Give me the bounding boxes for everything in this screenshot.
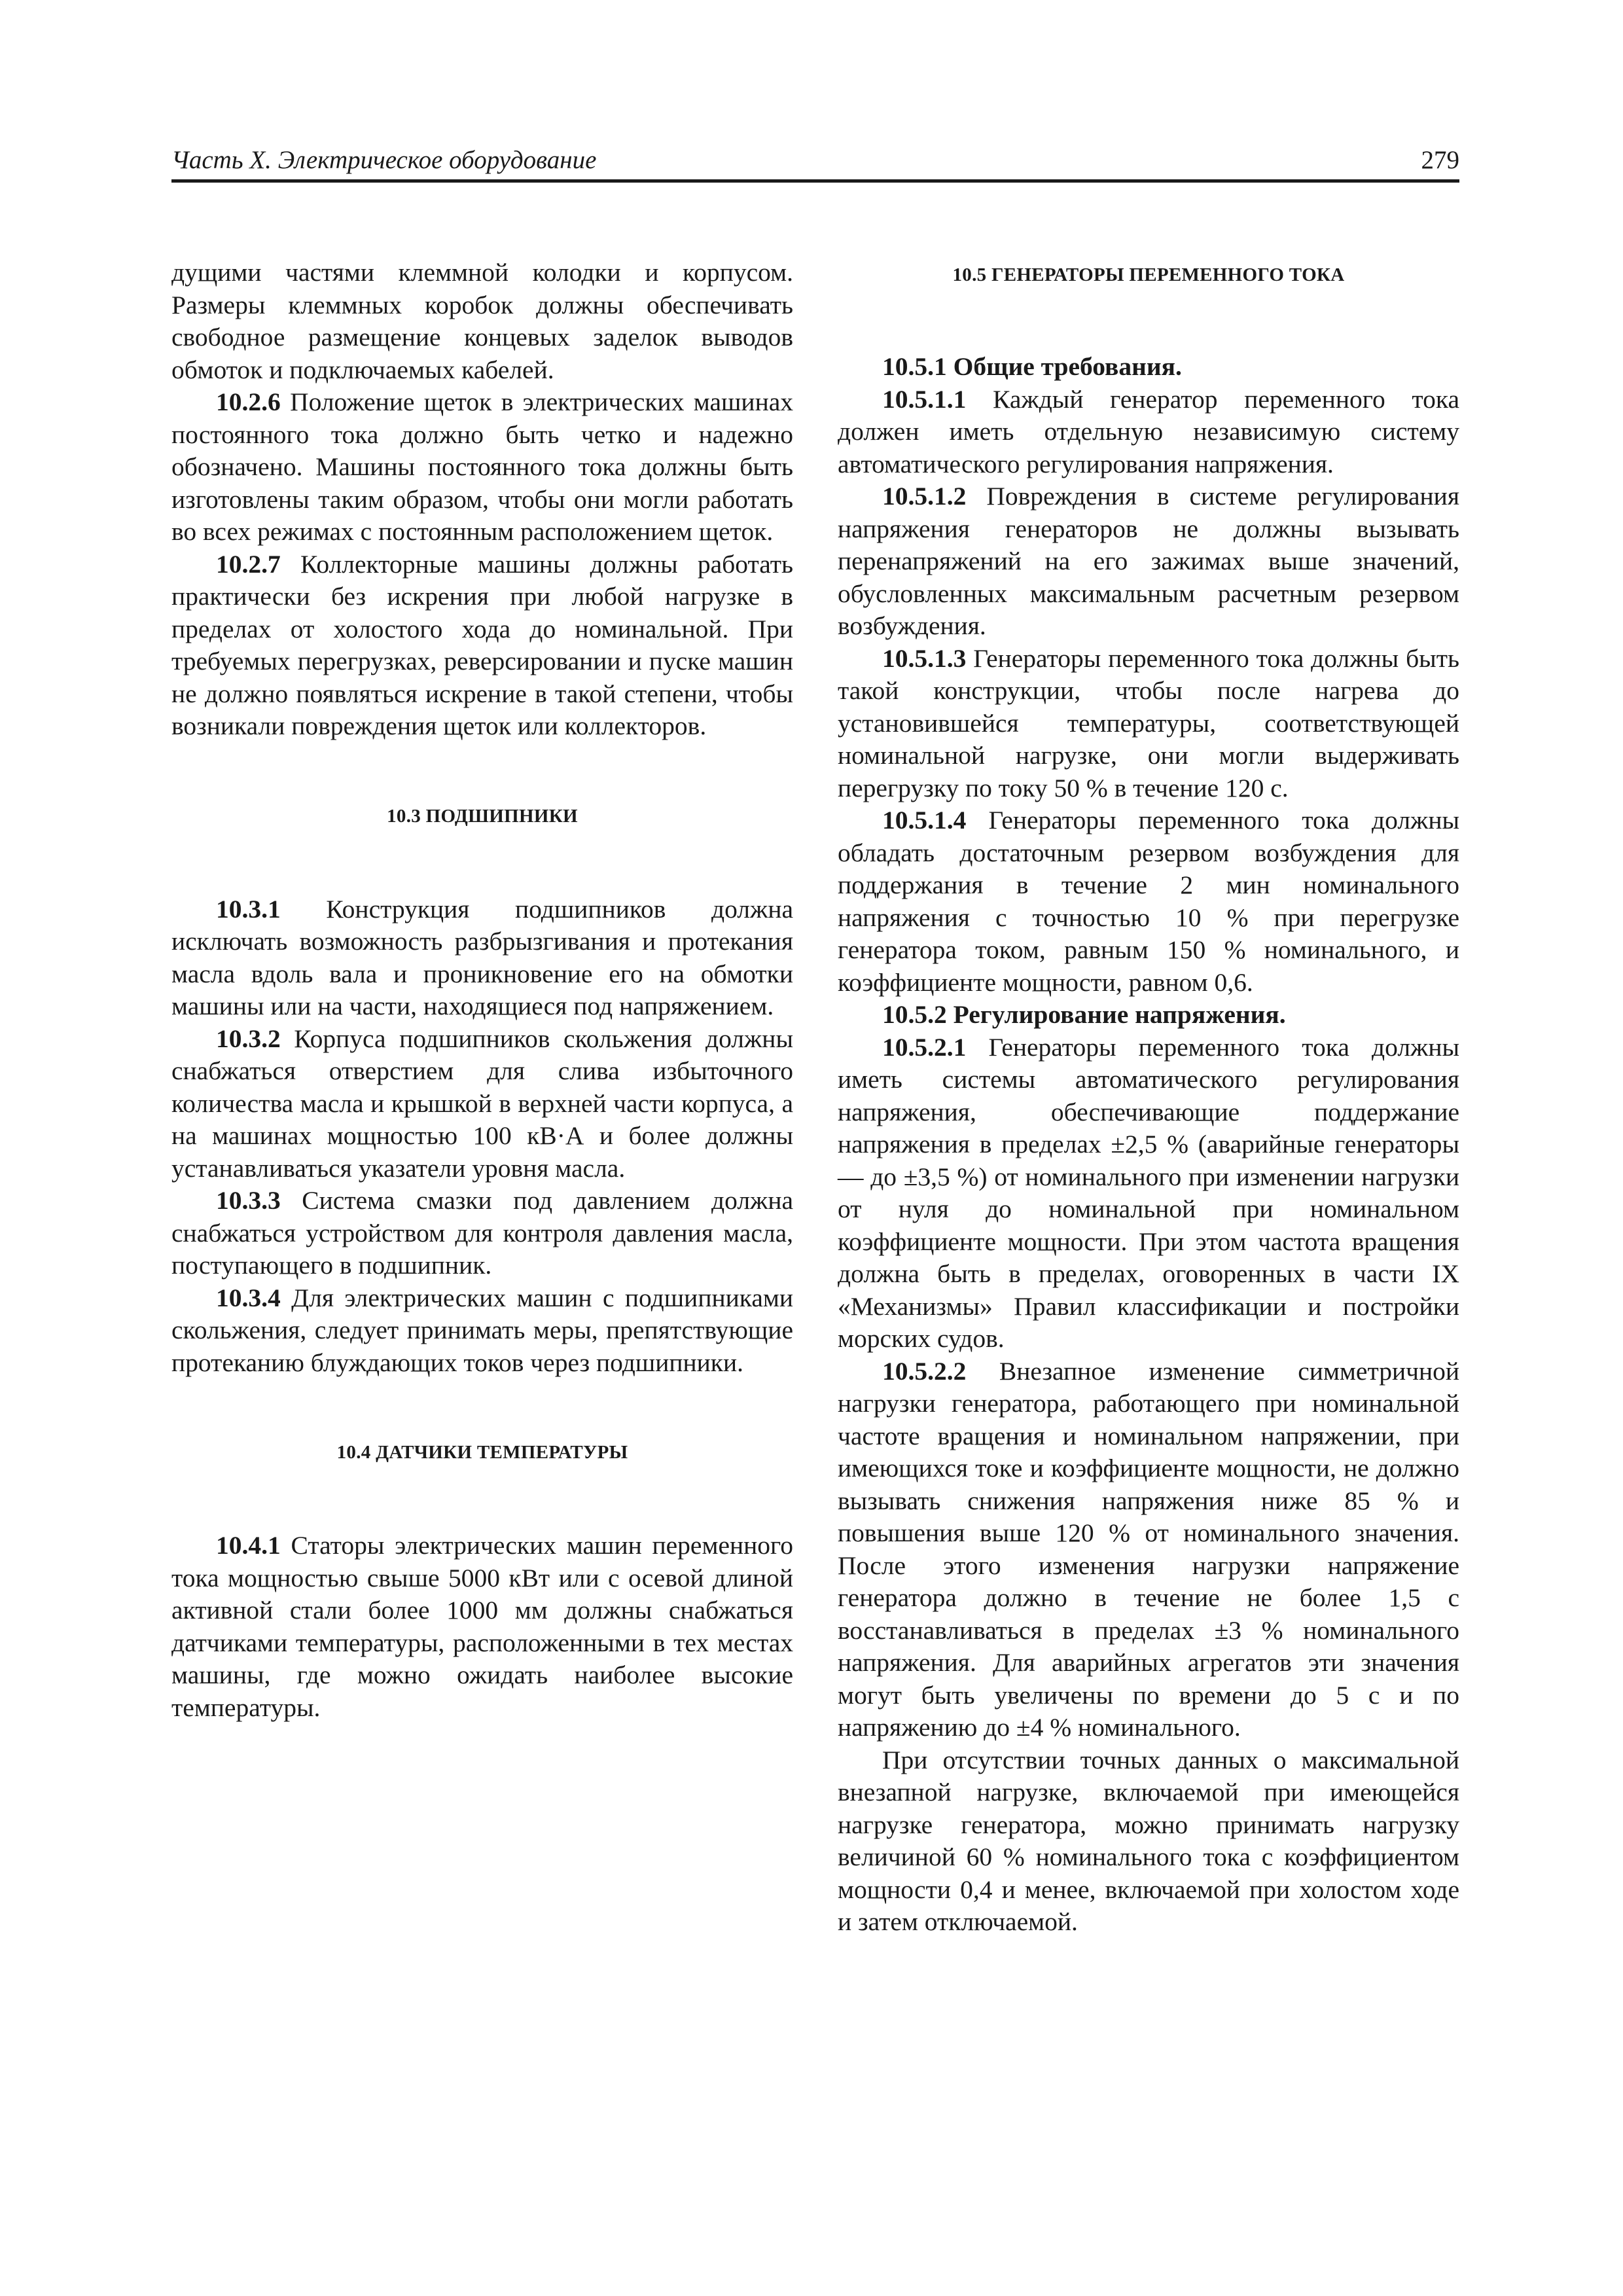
clause-number: 10.3.3: [216, 1186, 281, 1215]
clause-number: 10.4.1: [216, 1531, 281, 1560]
clause-number: 10.5.1.2: [882, 482, 967, 511]
paragraph-10-5-1-2: [838, 480, 1459, 643]
paragraph-10-3-4: [171, 1282, 793, 1380]
paragraph-10-3-1: [171, 893, 793, 1023]
running-header: [171, 145, 1459, 183]
paragraph-text: Коллекторные машины должны работать практически без искрения при любой нагрузке в пределах от холостого хода до номинальной. При требуемых перегрузках, реверсировании и пуске машин не должно появляться искрение в такой степени, чтобы возникали повреждения щеток или коллекторов.: [171, 549, 793, 740]
paragraph-text: Каждый генератор переменного тока должен иметь отдельную независимую систему автоматического регулирования напряжения.: [838, 384, 1459, 478]
paragraph-text: При отсутствии точных данных о максимальной внезапной нагрузке, включаемой при имеющейся нагрузке генератора, можно принимать нагрузку величиной 60 % номинального тока с коэффициентом мощности 0,4 и менее, включаемой при холостом ходе и затем отключаемой.: [838, 1745, 1459, 1936]
subsection-heading-10-5-1: [838, 351, 1459, 384]
paragraph-10-5-2-2: [838, 1355, 1459, 1744]
subsection-heading-10-5-2: [838, 999, 1459, 1031]
paragraph-10-4-1: [171, 1530, 793, 1724]
paragraph-10-2-6: [171, 386, 793, 548]
clause-number: 10.5.2.1: [882, 1032, 967, 1062]
paragraph-text: Генераторы переменного тока должны иметь системы автоматического регулирования напряжения, обеспечивающие поддержание напряжения в пределах ±2,5 % (аварийные генераторы — до ±3,5 %) от номинального при изменении нагрузки от нуля до номинальной при номинальном коэффициенте мощности. При этом частота вращения должна быть в пределах, оговоренных в части IX «Механизмы» Правил классификации и постройки морских судов.: [838, 1032, 1459, 1353]
paragraph: [171, 257, 793, 386]
clause-number: 10.3.2: [216, 1024, 281, 1053]
paragraph-text: Статоры электрических машин переменного тока мощностью свыше 5000 кВт или с осевой длиной активной стали более 1000 мм должны снабжаться датчиками температуры, расположенными в тех местах машины, где можно ожидать наиболее высокие температуры.: [171, 1531, 793, 1722]
paragraph-text: Генераторы переменного тока должны быть такой конструкции, чтобы после нагрева до установившейся температуры, соответствующей номинальной нагрузке, они могли выдерживать перегрузку по току 50 % в течение 120 с.: [838, 643, 1459, 802]
right-column: [838, 257, 1459, 1939]
clause-number: 10.2.7: [216, 549, 281, 579]
paragraph-text: Внезапное изменение симметричной нагрузки генератора, работающего при номинальной частоте вращения и номинальном напряжении, при имеющихся токе и коэффициенте мощности, не должно вызывать снижения напряжения ниже 85 % и повышения выше 120 % от номинального значения. После этого изменения нагрузки напряжение генератора должно в течение не более 1,5 с восстанавливаться в пределах ±3 % номинального напряжения. Для аварийных агрегатов эти значения могут быть увеличены по времени до 5 с и по напряжению до ±4 % номинального.: [838, 1356, 1459, 1742]
paragraph-10-2-7: [171, 548, 793, 743]
running-header-title: Часть X. Электрическое оборудование: [171, 146, 597, 174]
paragraph-10-5-1-3: [838, 643, 1459, 805]
paragraph-text: Корпуса подшипников скольжения должны снабжаться отверстием для слива избыточного количества масла и крышкой в верхней части корпуса, а на машинах мощностью 100 кВ·А и более должны устанавливаться указатели уровня масла.: [171, 1024, 793, 1183]
subsection-title: 10.5.1 Общие требования.: [882, 352, 1182, 381]
section-heading-10-4: 10.4 ДАТЧИКИ ТЕМПЕРАТУРЫ: [336, 1442, 628, 1463]
paragraph-text: Положение щеток в электрических машинах постоянного тока должно быть четко и надежно обозначено. Машины постоянного тока должны быть изготовлены таким образом, чтобы они могли работать во всех режимах с постоянным расположением щеток.: [171, 387, 793, 546]
section-heading-10-5: 10.5 ГЕНЕРАТОРЫ ПЕРЕМЕННОГО ТОКА: [952, 264, 1345, 285]
clause-number: 10.5.1.1: [882, 384, 967, 414]
paragraph-10-5-1-1: [838, 384, 1459, 481]
clause-number: 10.5.2.2: [882, 1356, 967, 1386]
paragraph-text: Конструкция подшипников должна исключать возможность разбрызгивания и протекания масла вдоль вала и проникновение его на обмотки машины или на части, находящиеся под напряжением.: [171, 894, 793, 1020]
page-number: 279: [1421, 146, 1459, 174]
clause-number: 10.3.1: [216, 894, 281, 924]
paragraph-10-5-1-4: [838, 804, 1459, 999]
subsection-title: 10.5.2 Регулирование напряжения.: [882, 1000, 1286, 1029]
paragraph-text: Система смазки под давлением должна снабжаться устройством для контроля давления масла, поступающего в подшипник.: [171, 1186, 793, 1280]
paragraph-10-5-2-1: [838, 1031, 1459, 1355]
section-heading-10-3: 10.3 ПОДШИПНИКИ: [387, 805, 578, 827]
paragraph: [838, 1744, 1459, 1939]
paragraph-text: Повреждения в системе регулирования напряжения генераторов не должны вызывать перенапряжений на его зажимах выше значений, обусловленных максимальным расчетным резервом возбуждения.: [838, 482, 1459, 640]
clause-number: 10.5.1.4: [882, 806, 967, 834]
paragraph-10-3-3: [171, 1185, 793, 1282]
clause-number: 10.5.1.3: [882, 643, 967, 673]
left-column: [171, 257, 793, 1724]
clause-number: 10.3.4: [216, 1283, 281, 1312]
clause-number: 10.2.6: [216, 387, 281, 416]
paragraph-text: дущими частями клеммной колодки и корпусом. Размеры клеммных коробок должны обеспечивать свободное размещение концевых заделок выводов обмоток и подключаемых кабелей.: [171, 258, 793, 384]
paragraph-10-3-2: [171, 1023, 793, 1185]
paragraph-text: Для электрических машин с подшипниками скольжения, следует принимать меры, препятствующие протеканию блуждающих токов через подшипники.: [171, 1283, 793, 1377]
paragraph-text: Генераторы переменного тока должны обладать достаточным резервом возбуждения для поддержания в течение 2 мин номинального напряжения с точностью 10 % при перегрузке генератора током, равным 150 % номинального, и коэффициенте мощности, равном 0,6.: [838, 806, 1459, 997]
